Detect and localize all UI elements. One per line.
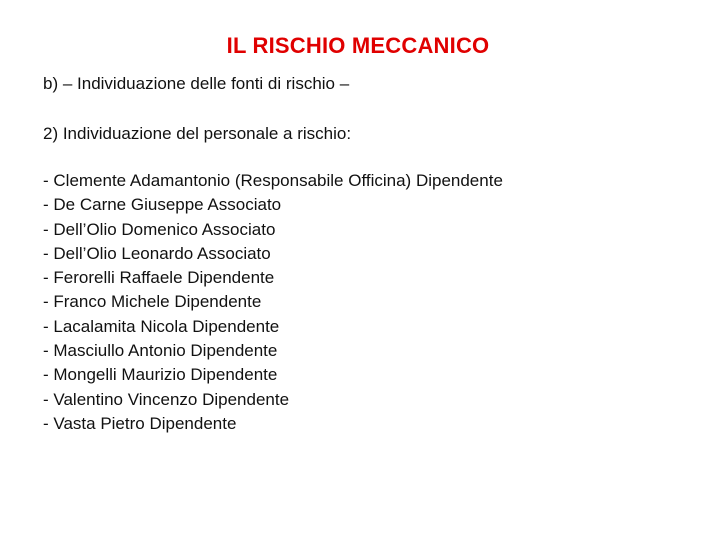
list-item: - Mongelli Maurizio Dipendente bbox=[43, 365, 278, 385]
list-item: - Masciullo Antonio Dipendente bbox=[43, 341, 278, 361]
list-item: - Clemente Adamantonio (Responsabile Officina) Dipendente bbox=[43, 171, 503, 190]
section-heading: 2) Individuazione del personale a rischio: bbox=[43, 124, 352, 143]
list-item: - Dell’Olio Leonardo Associato bbox=[43, 243, 271, 263]
personnel-list bbox=[43, 169, 503, 436]
list-item: - Lacalamita Nicola Dipendente bbox=[43, 316, 280, 336]
list-item: - Valentino Vincenzo Dipendente bbox=[43, 389, 290, 409]
list-item: - Franco Michele Dipendente bbox=[43, 292, 262, 312]
list-item: - Dell’Olio Domenico Associato bbox=[43, 219, 276, 239]
list-item: - Vasta Pietro Dipendente bbox=[43, 413, 237, 433]
list-item: - De Carne Giuseppe Associato bbox=[43, 195, 282, 215]
slide-title: IL RISCHIO MECCANICO bbox=[226, 33, 490, 58]
list-item: - Ferorelli Raffaele Dipendente bbox=[43, 268, 275, 288]
slide-subtitle: b) – Individuazione delle fonti di rischio – bbox=[43, 74, 350, 93]
